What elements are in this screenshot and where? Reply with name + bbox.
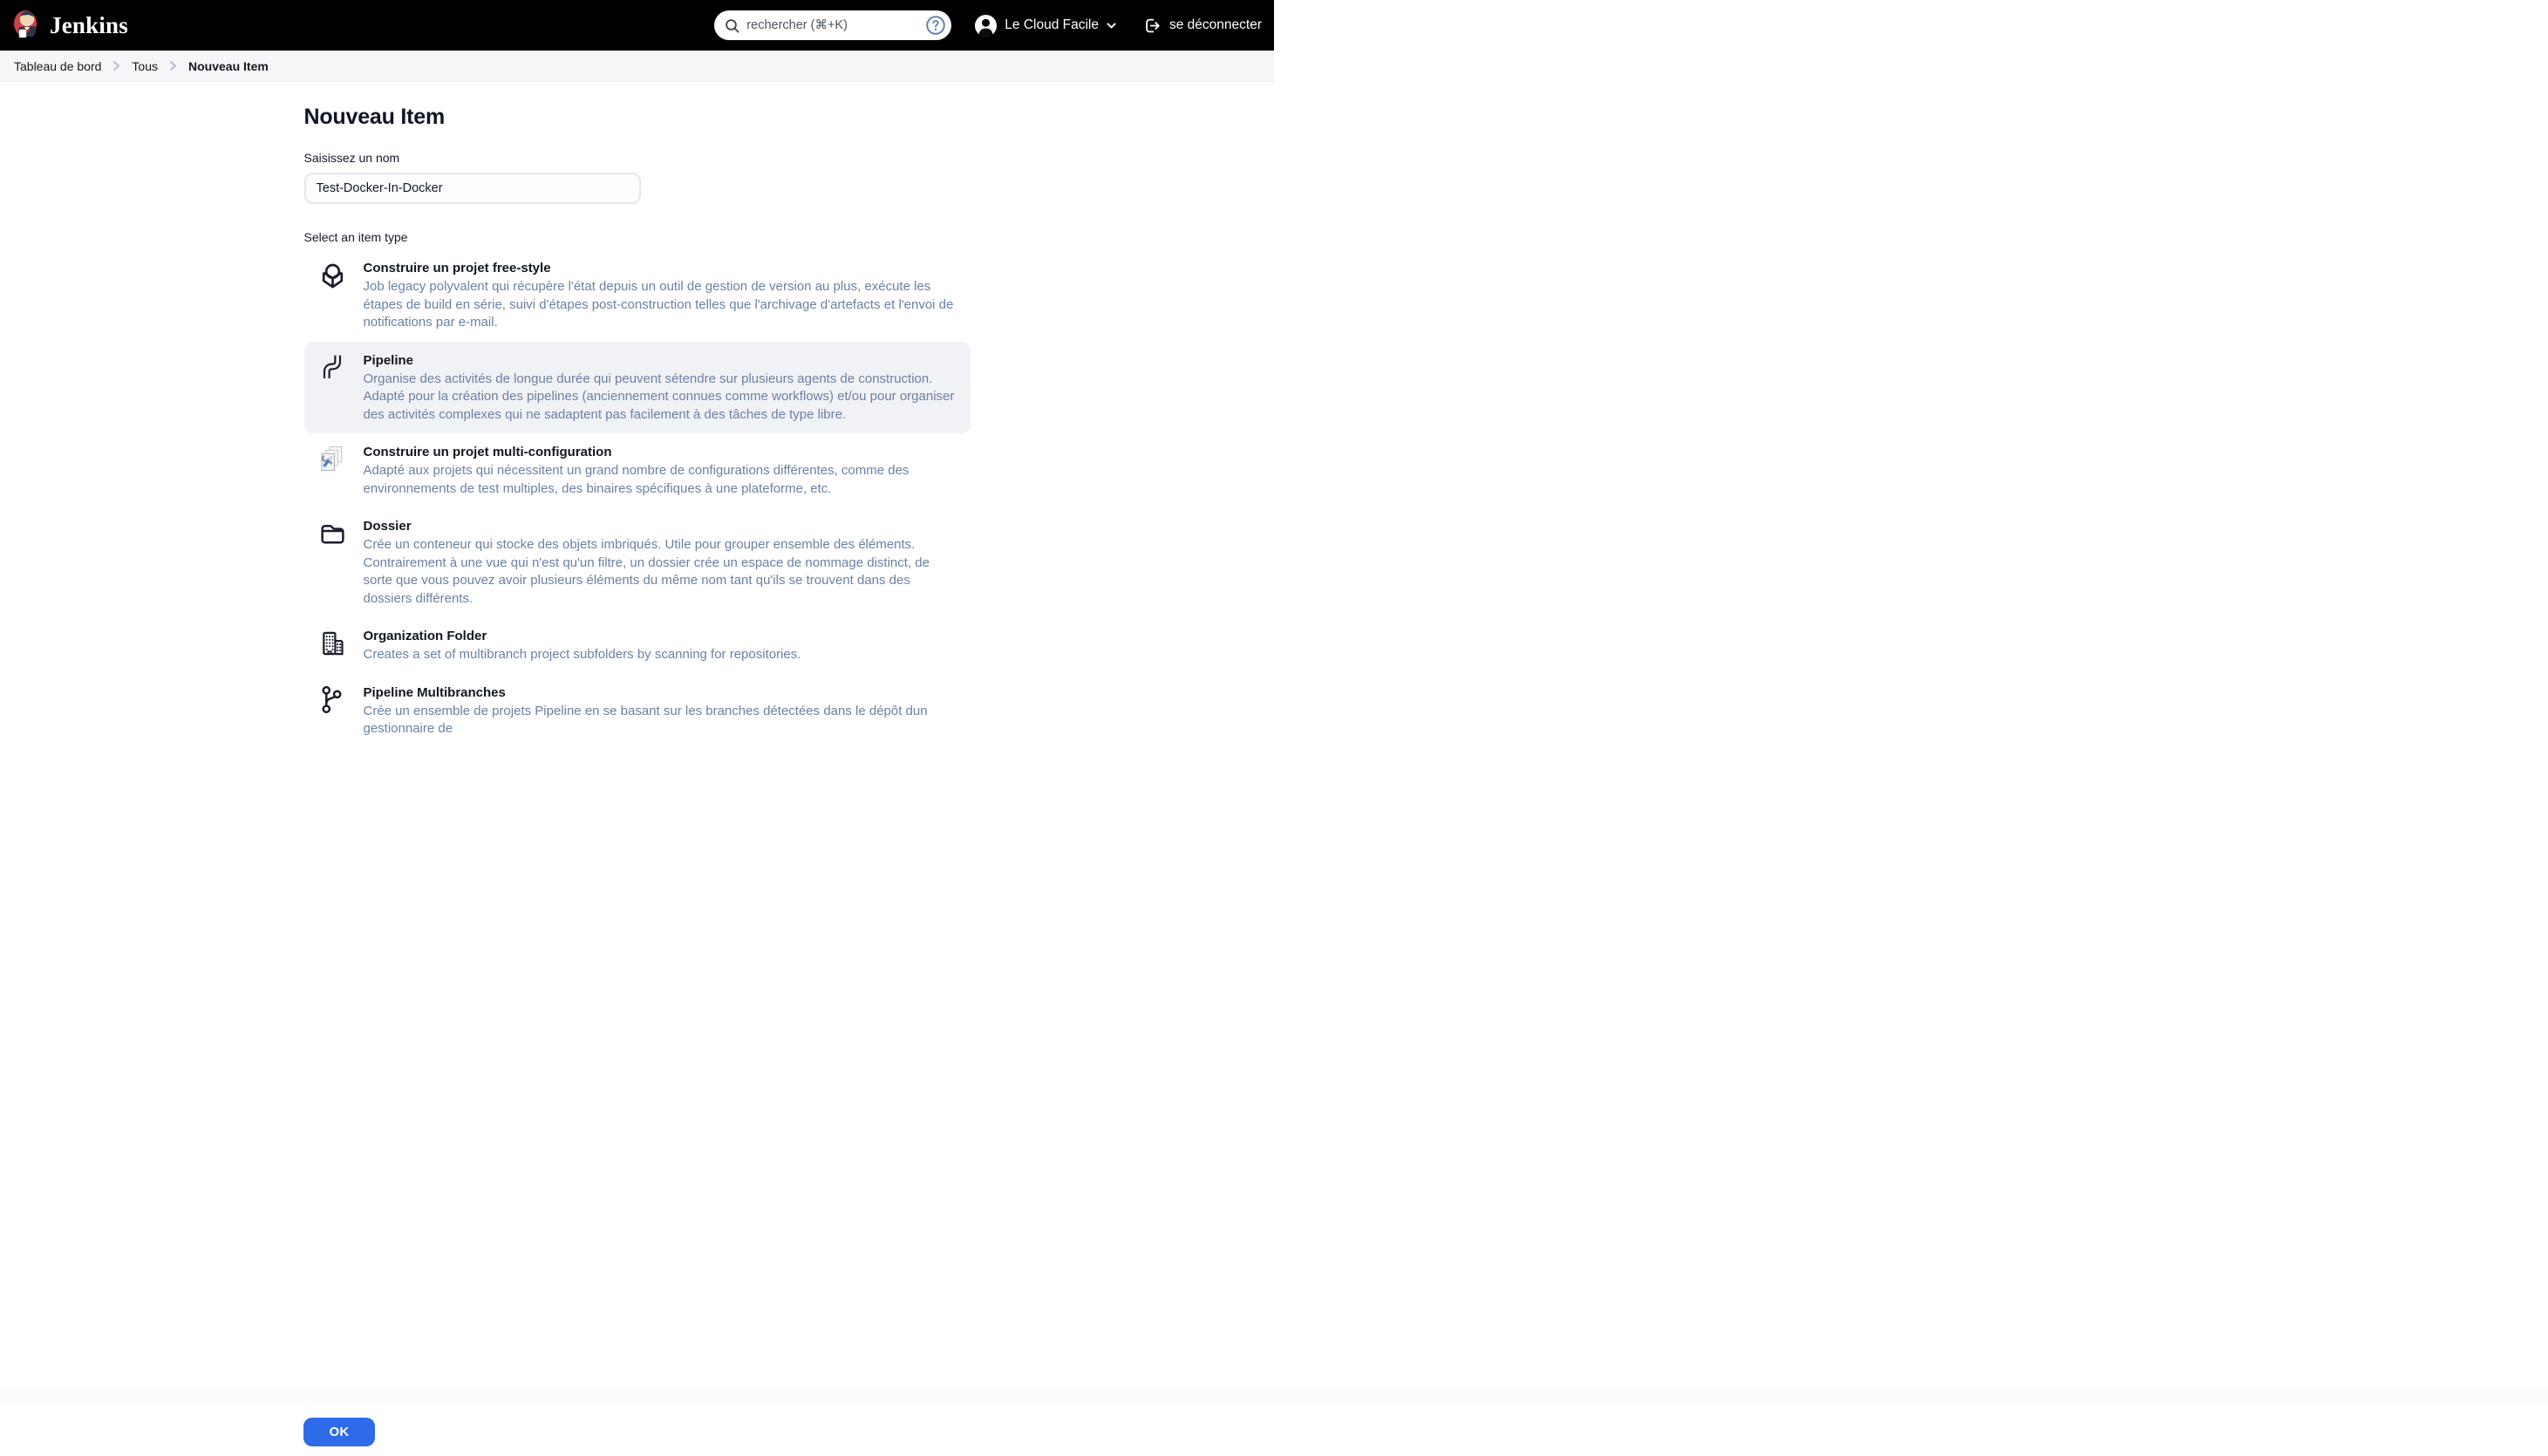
item-type-multibranch-pipeline[interactable] bbox=[304, 674, 971, 748]
brand-name: Jenkins bbox=[50, 11, 128, 38]
multiconfig-documents-icon bbox=[318, 445, 348, 474]
logout-icon bbox=[1141, 16, 1162, 36]
item-type-title: Pipeline bbox=[363, 352, 414, 368]
item-type-title: Construire un projet multi-configuration bbox=[363, 445, 612, 459]
user-avatar-icon bbox=[974, 14, 998, 37]
help-icon bbox=[925, 15, 946, 36]
item-type-description: Job legacy polyvalent qui récupère l'état depuis un outil de gestion de version au plus, exécute les étapes de build en série, suivi d'étapes post-construction telles que l'archivage d'artefacts et l'envoi de notifications par e-mail. bbox=[363, 279, 954, 330]
item-type-label: Select an item type bbox=[303, 230, 408, 244]
chevron-down-icon bbox=[1106, 20, 1117, 31]
item-name-label: Saisissez un nom bbox=[303, 151, 400, 165]
breadcrumb-all[interactable]: Tous bbox=[132, 58, 158, 73]
search-input[interactable] bbox=[746, 18, 918, 32]
item-type-folder[interactable] bbox=[304, 507, 971, 617]
search-icon bbox=[725, 18, 739, 33]
page-title: Nouveau Item bbox=[303, 105, 446, 129]
ball-in-box-icon bbox=[318, 261, 348, 290]
git-branch-icon bbox=[318, 685, 348, 715]
account-button[interactable] bbox=[974, 14, 1117, 37]
logout-label: se déconnecter bbox=[1169, 17, 1262, 32]
item-type-description: Crée un conteneur qui stocke des objets imbriqués. Utile pour grouper ensemble des éléments. Contrairement à une vue qui n'est qu'un filtre, un dossier crée un espace de nommage distinct, de sorte que vous pouvez avoir plusieurs éléments du même nom tant qu'ils se trouvent dans des dossiers différents. bbox=[363, 537, 930, 606]
folder-icon bbox=[318, 519, 348, 548]
item-type-title: Pipeline Multibranches bbox=[363, 684, 506, 700]
item-type-pipeline[interactable] bbox=[304, 342, 971, 434]
item-type-multiconfig[interactable] bbox=[304, 433, 971, 507]
pipeline-icon bbox=[318, 353, 348, 383]
item-type-description: Crée un ensemble de projets Pipeline en se basant sur les branches détectées dans le dépôt dun gestionnaire de bbox=[363, 703, 928, 736]
item-type-title: Dossier bbox=[363, 519, 412, 534]
user-name: Le Cloud Facile bbox=[1005, 17, 1099, 32]
item-type-organization-folder[interactable] bbox=[304, 617, 971, 674]
chevron-right-icon bbox=[169, 60, 177, 71]
jenkins-brand[interactable] bbox=[10, 8, 128, 44]
ok-button[interactable]: OK bbox=[303, 1418, 375, 1446]
breadcrumb-dashboard[interactable]: Tableau de bord bbox=[14, 58, 102, 73]
bottom-bar bbox=[0, 1408, 2548, 1456]
top-bar bbox=[0, 0, 1274, 51]
organization-building-icon bbox=[318, 629, 348, 658]
breadcrumb-new-item: Nouveau Item bbox=[188, 58, 269, 73]
item-type-description: Organise des activités de longue durée qui peuvent sétendre sur plusieurs agents de construction. Adapté pour la création des pipelines (anciennement connues comme workflows) et/ou pour organiser des activités complexes qui ne sadaptent pas facilement à des tâches de type libre. bbox=[363, 371, 955, 422]
logout-button[interactable] bbox=[1141, 16, 1262, 36]
search-bar bbox=[714, 10, 951, 40]
item-type-title: Organization Folder bbox=[363, 629, 487, 643]
item-type-description: Creates a set of multibranch project subfolders by scanning for repositories. bbox=[363, 647, 801, 662]
jenkins-logo bbox=[10, 8, 42, 44]
item-type-title: Construire un projet free-style bbox=[363, 261, 551, 276]
chevron-right-icon bbox=[112, 60, 120, 71]
help-button[interactable] bbox=[925, 15, 946, 36]
new-item-form bbox=[304, 82, 971, 748]
item-name-input[interactable] bbox=[304, 173, 641, 204]
item-type-description: Adapté aux projets qui nécessitent un grand nombre de configurations différentes, comme des environnements de test multiples, des binaires spécifiques à une plateforme, etc. bbox=[363, 463, 910, 496]
item-type-list bbox=[304, 249, 971, 748]
item-type-freestyle[interactable] bbox=[304, 249, 971, 342]
breadcrumb bbox=[0, 51, 1274, 82]
